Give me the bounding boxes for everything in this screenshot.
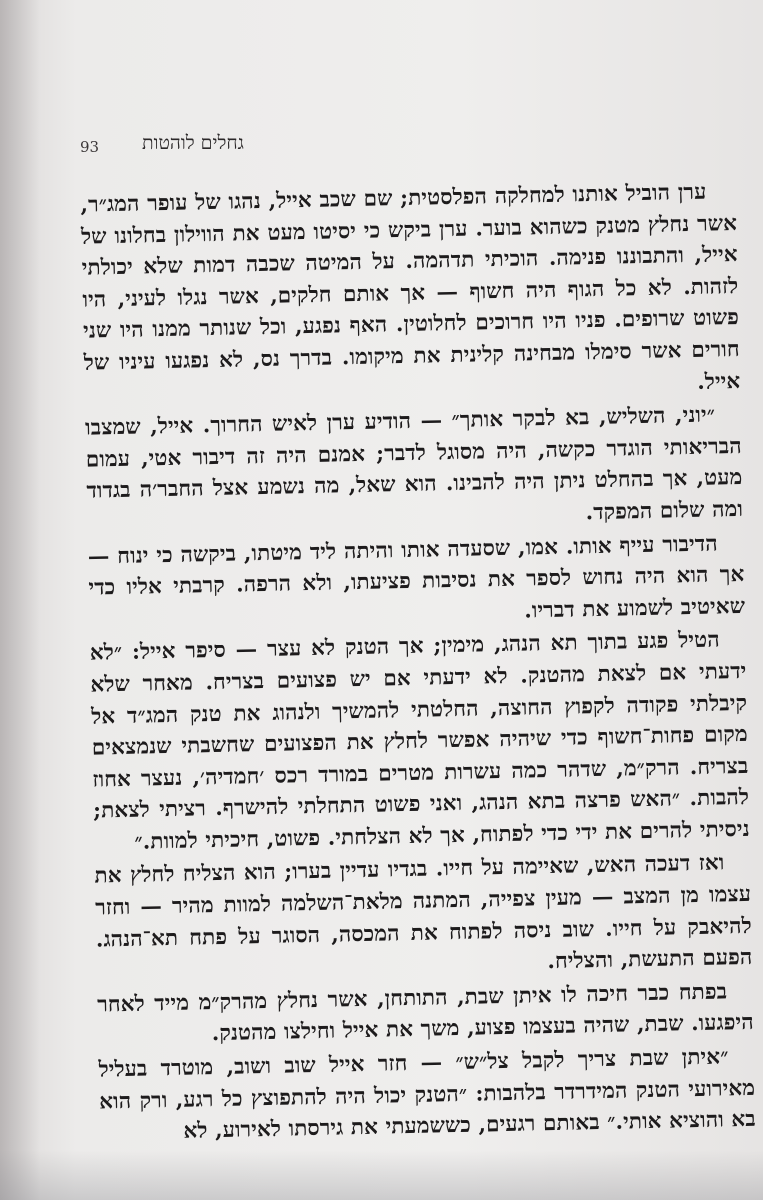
paragraph: ערן הוביל אותנו למחלקה הפלסטית; שם שכב אייל, נהגו של עופר המג״ר, אשר נחלץ מטנק כשהוא בוער. ערן ביקש כי יסיטו מעט את הווילון בחלונו של אייל, והתבוננו פנימה. הוכיתי תדהמה. על המיטה שכבה דמות שלא יכולתי לזהות. לא כל הגוף היה חשוף — אך אותם חלקים, אשר נגלו לעיני, היו פשוט שרופים. פניו היו חרוכים לחלוטין. האף נפגע, וכל שנותר ממנו היו שני חורים אשר סימלו מבחינה קלינית את מיקומו. בדרך נס, לא נפגעו עיניו של אייל. <box>80 179 741 395</box>
paragraph: בפתח כבר חיכה לו איתן שבת, התותחן, אשר נחלץ מהרק״מ מייד לאחר היפגעו. שבת, שהיה בעצמו פצוע, משך את אייל וחילצו מהטנק. <box>96 979 754 1047</box>
body-text <box>80 176 756 1151</box>
paragraph: ואז דעכה האש, שאיימה על חייו. בגדיו עדיין בערו; הוא הצליח לחלץ את עצמו מן המצב — מעין צפייה, המתנה מלאת־השלמה למוות מהיר — וחזר להיאבק על חייו. שוב ניסה לפתוח את המכסה, הסוגר על פתח תא־הנהג. הפעם התעשת, והצליח. <box>94 850 753 975</box>
running-title: גחלים לוהטות <box>142 132 244 154</box>
bottom-shadow <box>0 1150 763 1200</box>
paragraph: הדיבור עייף אותו. אמו, שסעדה אותו והיתה ליד מיטתו, ביקשה כי ינוח — אך הוא היה נחוש לספר את נסיבות פציעתו, ולא הרפה. קרבתי אליו כדי שאיטיב לשמוע את דבריו. <box>87 530 746 624</box>
spine-shadow <box>0 0 40 1200</box>
running-header <box>60 132 660 162</box>
page-number: 93 <box>80 138 100 156</box>
paragraph: הטיל פגע בתוך תא הנהג, מימין; אך הטנק לא עצר — סיפר אייל: ״לא ידעתי אם לצאת מהטנק. לא ידעתי אם יש פצועים בצריח. מאחר שלא קיבלתי פקודה לקפוץ החוצה, החלטתי להמשיך ולנהוג את טנק המג״ד אל מקום פחות־חשוף כדי שיהיה אפשר לחלץ את הפצועים שחשבתי שנמצאים בצריח. הרק״מ, שדהר כמה עשרות מטרים במורד רכס ׳חמדיה׳, נעצר אחוז להבות. ״האש פרצה בתא הנהג, ואני פשוט התחלתי להישרף. רציתי לצאת; ניסיתי להרים את ידי כדי לפתוח, אך לא הצלחתי. פשוט, חיכיתי למוות.״ <box>89 627 750 855</box>
paragraph: ״יוני, השליש, בא לבקר אותך״ — הודיע ערן לאיש החרוך. אייל, שמצבו הבריאותי הוגדר כקשה, היה מסוגל לדבר; אמנם היה זה דיבור אטי, עמום מעט, אך בהחלט ניתן היה להבינו. הוא שאל, מה נשמע אצל החבר׳ה בגדוד ומה שלום המפקד. <box>84 402 744 526</box>
paragraph: ״איתן שבת צריך לקבל צל״ש״ — חזר אייל שוב ושוב, מוטרד בעליל מאירועי הטנק המידרדר בלהבות: ״הטנק יכול היה להתפוצץ כל רגע, ורק הוא בא והוציא אותי.״ באותם רגעים, כששמעתי את גירסתו לאירוע, לא <box>98 1044 757 1144</box>
